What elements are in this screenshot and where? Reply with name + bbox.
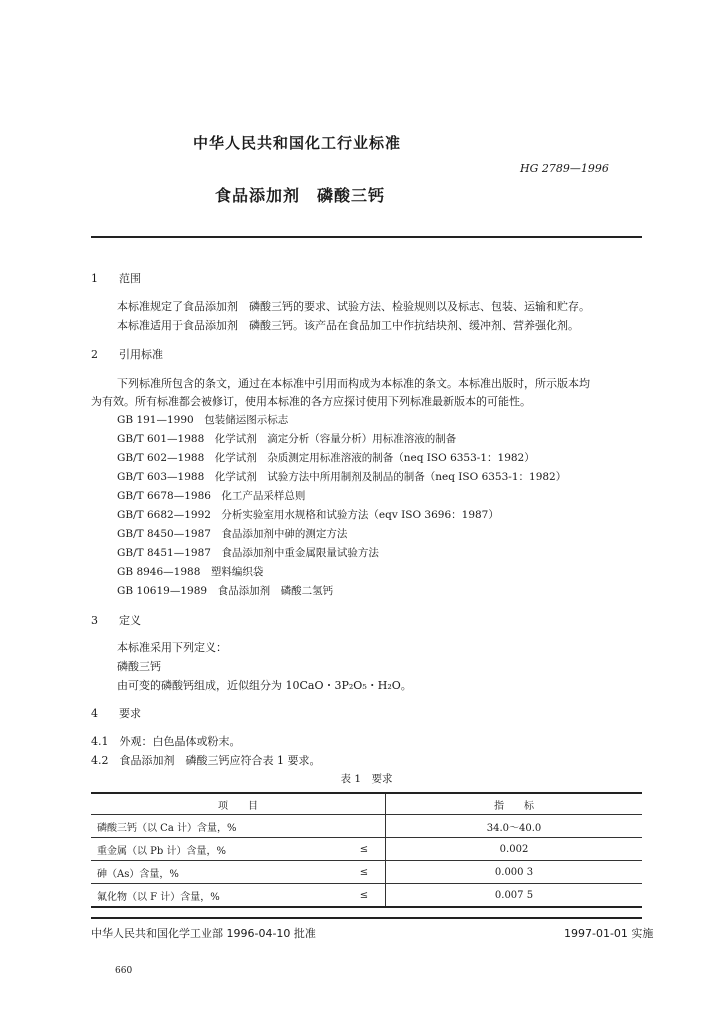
row-item: 砷（As）含量，% [91, 861, 343, 884]
section-title: 定义 [119, 614, 141, 627]
section-title: 要求 [119, 707, 141, 720]
row-value: 0.000 3 [386, 861, 643, 884]
row-comparator: ≤ [343, 838, 386, 861]
references-intro-line-1: 下列标准所包含的条文，通过在本标准中引用而构成为本标准的条文。本标准出版时，所示版本均 [117, 377, 590, 390]
issuer-approval: 中华人民共和国化学工业部 1996-04-10 批准 [91, 927, 316, 940]
row-value: 34.0～40.0 [386, 815, 643, 838]
row-comparator: ≤ [343, 861, 386, 884]
requirements-table [91, 792, 642, 908]
definition-intro: 本标准采用下列定义： [117, 641, 227, 654]
reference-item: GB 8946—1988 塑料编织袋 [117, 566, 264, 578]
row-value: 0.007 5 [386, 884, 643, 908]
definition-text: 由可变的磷酸钙组成，近似组分为 10CaO・3P₂O₅・H₂O。 [117, 679, 412, 692]
row-item: 氟化物（以 F 计）含量，% [91, 884, 343, 908]
footer-divider [91, 917, 642, 919]
section-1-heading [91, 270, 141, 286]
section-2-heading [91, 346, 163, 362]
document-title: 食品添加剂 磷酸三钙 [214, 186, 385, 205]
scope-paragraph-2: 本标准适用于食品添加剂 磷酸三钙。该产品在食品加工中作抗结块剂、缓冲剂、营养强化剂。 [117, 319, 579, 332]
page-number: 660 [115, 966, 133, 976]
reference-item: GB 191—1990 包装储运图示标志 [117, 414, 289, 426]
section-4-heading [91, 705, 141, 721]
standard-code: HG 2789—1996 [520, 162, 609, 175]
table-row [91, 884, 642, 908]
requirement-item [91, 732, 241, 751]
reference-item: GB/T 6678—1986 化工产品采样总则 [117, 490, 306, 502]
section-number: 3 [91, 614, 98, 627]
standard-type-heading: 中华人民共和国化工行业标准 [192, 134, 401, 152]
table-row [91, 838, 642, 861]
reference-item: GB/T 6682—1992 分析实验室用水规格和试验方法（eqv ISO 3696：1987） [117, 509, 499, 521]
header-value: 指 标 [386, 793, 643, 815]
scope-paragraph-1: 本标准规定了食品添加剂 磷酸三钙的要求、试验方法、检验规则以及标志、包装、运输和贮存。 [117, 300, 590, 313]
header-divider [91, 236, 642, 238]
table-caption: 表 1 要求 [340, 773, 393, 785]
requirement-number: 4.2 [91, 754, 109, 767]
header-item: 项 目 [91, 793, 386, 815]
requirement-text: 食品添加剂 磷酸三钙应符合表 1 要求。 [119, 754, 321, 767]
requirement-number: 4.1 [91, 735, 109, 748]
row-comparator [343, 815, 386, 838]
table-header-row [91, 793, 642, 815]
section-number: 1 [91, 272, 98, 285]
requirement-item [91, 751, 321, 770]
section-3-heading [91, 612, 141, 628]
reference-item: GB/T 8450—1987 食品添加剂中砷的测定方法 [117, 528, 348, 540]
effective-date: 1997-01-01 实施 [564, 927, 654, 940]
section-title: 引用标准 [119, 348, 163, 361]
reference-item: GB 10619—1989 食品添加剂 磷酸二氢钙 [117, 585, 334, 597]
row-comparator: ≤ [343, 884, 386, 908]
reference-item: GB/T 603—1988 化学试剂 试验方法中所用制剂及制品的制备（neq ISO 6353-1：1982） [117, 471, 567, 483]
requirement-text: 外观：白色晶体或粉末。 [119, 735, 241, 748]
reference-item: GB/T 601—1988 化学试剂 滴定分析（容量分析）用标准溶液的制备 [117, 433, 457, 445]
reference-item: GB/T 8451—1987 食品添加剂中重金属限量试验方法 [117, 547, 379, 559]
table-row [91, 861, 642, 884]
row-item: 磷酸三钙（以 Ca 计）含量，% [91, 815, 343, 838]
row-item: 重金属（以 Pb 计）含量，% [91, 838, 343, 861]
table-row [91, 815, 642, 838]
section-number: 4 [91, 707, 98, 720]
definition-term: 磷酸三钙 [117, 660, 161, 673]
section-number: 2 [91, 348, 98, 361]
reference-item: GB/T 602—1988 化学试剂 杂质测定用标准溶液的制备（neq ISO 6353-1：1982） [117, 452, 535, 464]
row-value: 0.002 [386, 838, 643, 861]
section-title: 范围 [119, 272, 141, 285]
references-intro-line-2: 为有效。所有标准都会被修订，使用本标准的各方应探讨使用下列标准最新版本的可能性。 [91, 395, 531, 408]
